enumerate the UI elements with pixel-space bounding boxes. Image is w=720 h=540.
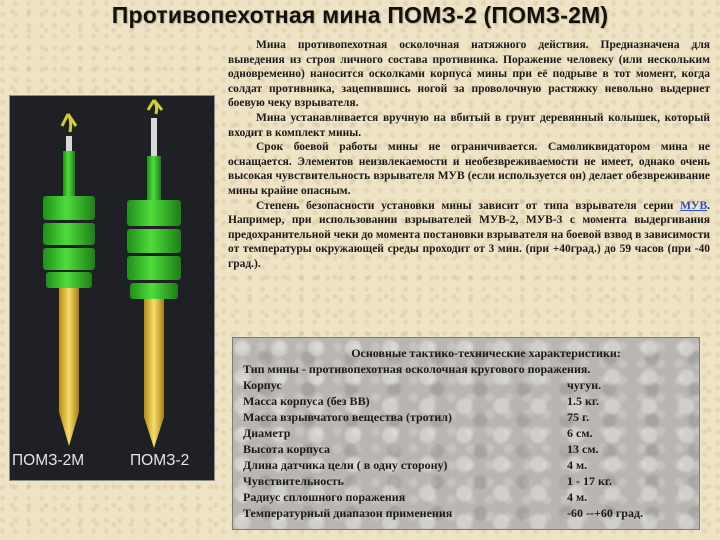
- spec-type: Тип мины - противопехотная осколочная кругового поражения.: [243, 362, 591, 376]
- spec-label: Масса взрывчатого вещества (тротил): [243, 410, 453, 424]
- paragraph-purpose: Мина противопехотная осколочная натяжного действия. Предназначена для выведения из строя личного состава противника. Поражение человеку (или нескольким одновременно) наносится осколками корпуса мины при её подрыве в тот момент, когда солдат противника, зацепившись ногой за проволочную растяжку невольно выдернет боевую чеку взрывателя.: [228, 39, 710, 110]
- paragraph-installation: Мина устанавливается вручную на вбитый в грунт деревянный колышек, который входит в комплект мины.: [228, 111, 710, 139]
- spec-label: Радиус сплошного поражения: [243, 490, 406, 504]
- spec-label: Корпус: [243, 378, 282, 392]
- mine-pomz-2: [127, 100, 181, 448]
- paragraph-safety-end: . Например, при использовании взрывателей МУВ-2, МУВ-3 с момента выдергивания предохранительной чеки до момента постановки взрывателя на боевой взвод в зависимости от температуры окружающей среды проходит от 3 мин. (при +40град.) до 59 часов (при -40 град.).: [228, 199, 710, 270]
- spec-label: Температурный диапазон применения: [243, 506, 453, 520]
- spec-label: Чувствительность: [243, 474, 344, 488]
- mines-photo: [9, 95, 215, 481]
- mines-illustration: [10, 96, 214, 480]
- spec-value: чугун.: [567, 378, 602, 392]
- paragraph-safety: [228, 199, 710, 272]
- specs-heading: [233, 346, 699, 362]
- specs-heading-text: Основные тактико-технические характеристики:: [351, 346, 621, 360]
- spec-value: 6 см.: [567, 426, 593, 440]
- spec-label: Диаметр: [243, 426, 291, 440]
- spec-value: -60 --+60 град.: [567, 506, 644, 520]
- description-text: [228, 38, 710, 272]
- spec-value: 1 - 17 кг.: [567, 474, 613, 488]
- spec-label: Масса корпуса (без ВВ): [243, 394, 370, 408]
- paragraph-service-life: Срок боевой работы мины не ограничивается. Самоликвидатором мина не оснащается. Элементов неизвлекаемости и необезвреживаемости не имеет, однако очень высокая чувствительность взрывателя МУВ (если используется он) делает обезвреживание мины крайне опасным.: [228, 141, 710, 197]
- muv-link[interactable]: МУВ: [680, 199, 708, 212]
- spec-value: 75 г.: [567, 410, 590, 424]
- spec-value: 1.5 кг.: [567, 394, 600, 408]
- page-title: Противопехотная мина ПОМЗ-2 (ПОМЗ-2М): [111, 2, 609, 28]
- spec-value: 4 м.: [567, 490, 588, 504]
- spec-label: Длина датчика цели ( в одну сторону): [243, 458, 448, 472]
- spec-label: Высота корпуса: [243, 442, 331, 456]
- caption-pomz-2m: ПОМЗ-2М: [12, 452, 85, 469]
- caption-pomz-2: ПОМЗ-2: [130, 452, 190, 469]
- specs-panel: [232, 337, 700, 530]
- spec-value: 13 см.: [567, 442, 599, 456]
- paragraph-safety-start: Степень безопасности установки мины зависит от типа взрывателя серии: [256, 199, 674, 212]
- spec-value: 4 м.: [567, 458, 588, 472]
- mine-pomz-2m: [43, 114, 95, 446]
